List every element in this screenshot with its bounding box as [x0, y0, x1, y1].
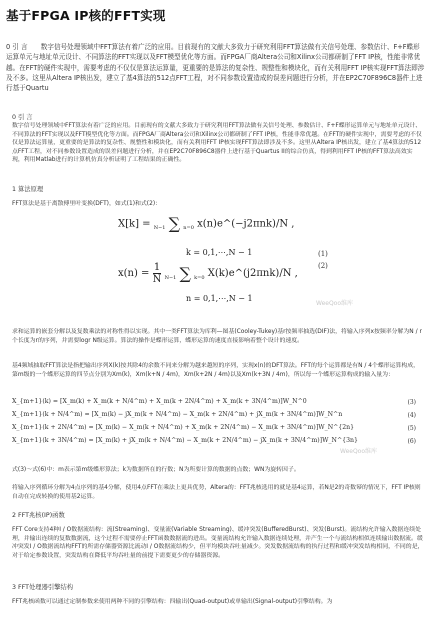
sum-lower-limit: k=0 — [194, 274, 205, 281]
equation-idft-body: X(k)e^(j2πnk)/N , — [207, 268, 298, 279]
sum-lower-limit: n=0 — [183, 225, 194, 231]
equation-dft — [118, 216, 294, 232]
equation-number-1: (1) — [318, 250, 328, 258]
paragraph-cooley-tukey: 求和运算的嵌套分解以及复数乘法的对称性得以实现。其中一类FFT算法为库利—图基(Cooley-Tukey)基r按频率抽选(DIF)法，将输入序列x按频率分解为N / r个长度为r的序列，并需要logr N级运算。算法的操作是蝶形运算，蝶形运算的速度直接影响着整个设计的速度。 — [12, 329, 422, 344]
paragraph-intro-body: 数字信号处理领域中FFT算法有着广泛的应用。目前现有的文献大多致力于研究利用FFT算法做有关信号处理、参数估计、F+F蝶形运算单元与地址单元设计、不同算法的FFT实现以及FFT模型优化等方面。而FPGA厂商Altera公司和Xilinx公司都研制了FFT IP核，性能非常优越。在FFT的硬件实现中，需要考虑的不仅仅是算法运算量，更重要的是算法的复杂性、规整性和模块化，而有关利用FFT IP核实现FFT算法即涉及不多。这里从Altera IP核出发，建立了基4算法的512点FFT工程，对不同参数设置造成的误差问题进行分析，并在EP2C70F896C8器件上进行基于Quartus II的综合仿真，得到利用FFT IP核的FFT算法高效实现，利用Matlab进行的计算机仿真分析证明了工程结果的正确性。 — [12, 123, 422, 163]
paragraph-radix4-advantage: 将输入序列循环分解为4点序列的基4分解，使用4点FFT在乘法上更具优势，Altera的：FFT兆核选用的就是基4运算，若N是2的奇数幂的情况下，FFT IP核则自动在完成转换的使用基2运算。 — [12, 485, 421, 500]
equation-idft-lhs: x(n) = — [118, 268, 150, 279]
sum-upper-limit: N−1 — [153, 225, 166, 231]
butterfly-equation-6: X_{m+1}(k + 3N/4^m) = [X_m(k) + jX_m(k + N/4^m) − X_m(k + 2N/4^m) − jX_m(k + 3N/4^m)]W_N^{3n} — [12, 437, 358, 444]
fraction-one-over-n — [153, 262, 162, 285]
fraction-numerator: 1 — [153, 262, 161, 273]
paragraph-dft-intro: FFT算法是基于离散傅里叶变换(DFT)，如式(1)和式(2)： — [12, 201, 162, 207]
watermark-logo: WeeQoo维库 — [340, 448, 378, 455]
equation-idft — [118, 262, 298, 285]
intro-paragraph: 0 引 言 数字信号处理领域中FFT算法有着广泛的应用。目前现有的文献大多致力于研究利用FFT算法做有关信号处理、参数估计、F+F蝶形运算单元与地址单元设计、不同算法的FFT实现以及FFT模型优化等方面。而FPGA厂商Altera公司和Xilinx公司都研制了FFT IP核，性能非常优越。在FFT的硬件实现中，需要考虑的不仅仅是算法运算量，更重要的是算法的复杂性、规整性和模块化，而有关利用FFT IP核实现FFT算法即涉及不多。这里从Altera IP核出发，建立了基4算法的512点FFT工程，对不同参数设置造成的误差问题进行分析，并在EP2C70F896C8器件上进行基于Quartu — [6, 43, 425, 93]
equation-number-4: (4) — [407, 412, 416, 419]
equation-dft-body: x(n)e^(−j2πnk)/N , — [197, 218, 295, 230]
equation-dft-range: k = 0,1,⋯,N − 1 — [186, 248, 253, 257]
section-heading-algorithm: 1 算法原理 — [12, 186, 44, 193]
summation-symbol: N−1 ∑ k=0 — [164, 263, 205, 283]
watermark-logo: WeeQoo维库 — [316, 300, 354, 307]
equation-number-2: (2) — [318, 262, 328, 270]
butterfly-equation-3: X_{m+1}(k) = [X_m(k) + X_m(k + N/4^m) + X_m(k + 2N/4^m) + X_m(k + 3N/4^m)]W_N^0 — [12, 398, 307, 405]
equation-number-5: (5) — [407, 425, 416, 432]
butterfly-equation-5: X_{m+1}(k + 2N/4^m) = [X_m(k) − X_m(k + N/4^m) + X_m(k + 2N/4^m) − X_m(k + 3N/4^m)]W_N^{2n} — [12, 424, 355, 431]
section-heading-engine: 3 FFT处理器引擎结构 — [12, 584, 74, 591]
paragraph-io-structures: FFT Core支持4种I / O数据流结构：流(Streaming)、变量流(Variable Streaming)、缓冲突发(BufferedBurst)、突发(Burst)。流结构允许输入数据连续处理，并输出连续的复数数据流，这个过程不需要停止FFT函数数据流的进出。变量流结构允许输入数据连续处理，并产生一个与流结构相似连续输出数据流。缓冲突发I / O数据流结构FFT的所需存储器资源比流动I / O数据流结构少，但平均模块吞吐量减少。突发数据流结构的执行过程和缓冲突发结构相同，不同的是，对于给定参数设置，突发结构在降低平均吞吐量的前提下需要更少的存储器资源。 — [12, 527, 424, 559]
butterfly-equation-4: X_{m+1}(k + N/4^m) = [X_m(k) − jX_m(k + N/4^m) − X_m(k + 2N/4^m) + jX_m(k + 3N/4^m)]W_N^n — [12, 411, 343, 418]
paragraph-symbol-definitions: 式(3)～式(6)中：m表示第m级蝶形算法；k为数据所在的行数；N为所要计算的数据的点数；WN为旋转因子。 — [12, 467, 300, 473]
equation-number-3: (3) — [407, 399, 416, 406]
equation-number-6: (6) — [407, 438, 416, 445]
equation-dft-lhs: X[k] = — [118, 218, 151, 230]
section-heading-fft-core: 2 FFT兆核(IP)函数 — [12, 512, 65, 519]
section-heading-intro: 0 引 言 — [12, 114, 33, 121]
paragraph-engine-structure: FFT兆核函数可以通过定制参数来使用两种不同的引擎结构：四输出(Quad-output)或单输出(Signal-output)引擎结构。为 — [12, 599, 333, 605]
equation-idft-range: n = 0,1,⋯,N − 1 — [186, 294, 253, 303]
summation-symbol: N−1 ∑ n=0 — [153, 214, 194, 233]
fraction-denominator: N — [152, 274, 162, 285]
paragraph-radix4: 基4频域抽取FFT算法是指把输出序列X(k)按其除4的余数不同来分解为越来越短的序列，实现x(n)的DFT算法。FFT的每个运算都是有N / 4个蝶形运算构成，第m级的一个蝶形运算的四节点分别为Xm(k)，Xm(k+N / 4m)，Xm(k+2N / 4m)以及Xm(k+3N / 4m)，所以每一个蝶形运算构成的输入量为： — [12, 363, 420, 378]
page-title: 基于FPGA IP核的FFT实现 — [6, 8, 166, 23]
sum-upper-limit: N−1 — [164, 274, 177, 281]
